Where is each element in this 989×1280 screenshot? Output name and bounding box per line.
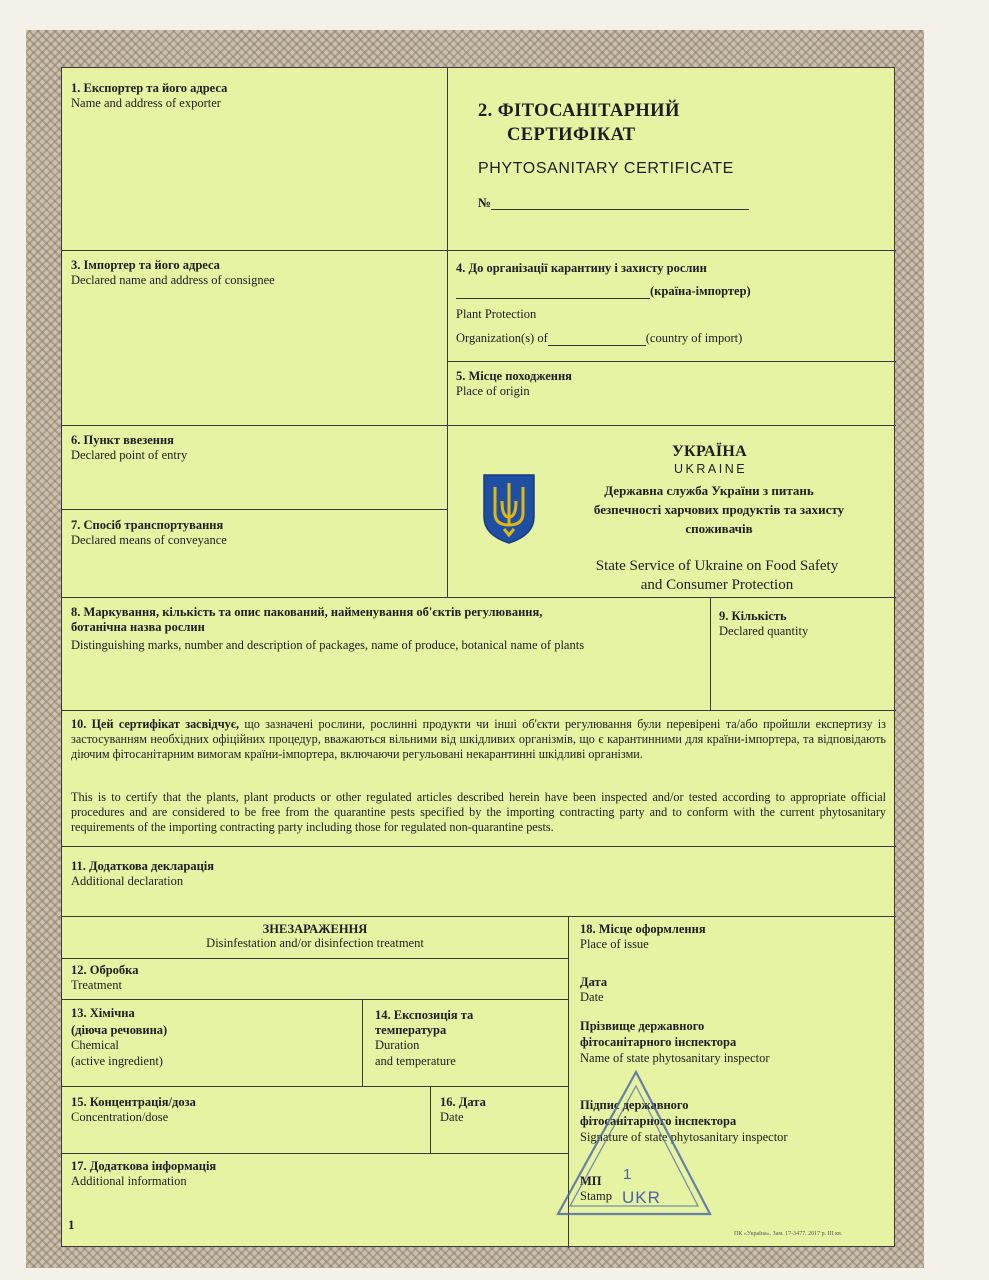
issue-date-label-en: Date [580,990,604,1004]
box18-label-uk: 18. Місце оформлення [580,922,706,936]
box15-label-uk: 15. Концентрація/доза [71,1095,196,1109]
row-divider [62,846,896,847]
box14-label-uk-1: 14. Експозиція та [375,1008,474,1022]
box7-label-en: Declared means of conveyance [71,533,227,547]
column-divider [447,68,448,597]
row-divider [62,250,896,251]
box14-label-uk-2: температура [375,1023,447,1037]
box8-label-uk-2: ботанічна назва рослин [71,620,205,634]
box9-label-en: Declared quantity [719,624,809,638]
box12-label-uk: 12. Обробка [71,963,139,977]
authority-name-uk-3: споживачів [685,521,753,536]
column-divider [362,999,363,1086]
box7-label-uk: 7. Спосіб транспортування [71,518,224,532]
page-number: 1 [68,1217,75,1232]
box3-label-uk: 3. Імпортер та його адреса [71,258,220,272]
box15-label-en: Concentration/dose [71,1110,169,1124]
issue-date-label-uk: Дата [580,975,608,989]
stamp-number: 1 [623,1166,632,1183]
row-divider [62,916,896,917]
box4-country-field[interactable] [456,286,650,299]
box11-label-uk: 11. Додаткова декларація [71,859,215,873]
column-divider [430,1086,431,1153]
box5-label-en: Place of origin [456,384,530,398]
authority-name-en-2: and Consumer Protection [640,577,794,593]
box4-label-en-2: Organization(s) of (country of import) [456,331,743,345]
column-divider [710,597,711,710]
row-divider [62,710,896,711]
box17-label-en: Additional information [71,1174,187,1188]
certificate-title-uk-2: СЕРТИФІКАТ [507,125,636,145]
box14-label-en-2: and temperature [375,1054,456,1068]
box13-label-en-1: Chemical [71,1038,119,1052]
row-divider [62,1153,568,1154]
box4-country-line: (країна-імпортер) [456,284,751,299]
box4-label-en-1: Plant Protection [456,307,537,321]
box18-label-en: Place of issue [580,937,649,951]
authority-country-en: UKRAINE [674,462,748,476]
box4-label-uk: 4. До організації карантину і захисту рослин [456,261,707,275]
box14-label-en-1: Duration [375,1038,420,1052]
box12-label-en: Treatment [71,978,122,992]
certificate-number-field[interactable] [491,197,749,210]
authority-name-uk-2: безпечності харчових продуктів та захисту [593,502,845,517]
stamp-label-en: Stamp [580,1189,612,1203]
authority-name-uk-1: Державна служба України з питань [604,483,814,498]
row-divider [62,597,896,598]
treatment-header-en: Disinfestation and/or disinfection treatment [206,936,424,950]
row-divider [62,958,568,959]
inspector-signature-label-en: Signature of state phytosanitary inspector [580,1130,788,1144]
box13-label-en-2: (active ingredient) [71,1054,163,1068]
box8-label-en: Distinguishing marks, number and description of packages, name of produce, botanical name of plants [71,638,585,652]
stamp-text: UKR [622,1188,661,1207]
box13-label-uk-1: 13. Хімічна [71,1006,135,1020]
certificate-title-uk-1: 2. ФІТОСАНІТАРНИЙ [478,101,680,121]
box1-label-uk: 1. Експортер та його адреса [71,81,228,95]
box4-org-field[interactable] [548,333,646,346]
box13-label-uk-2: (діюча речовина) [71,1023,168,1037]
box10-text-en: This is to certify that the plants, plant products or other regulated articles described herein have been inspected and/or tested according to appropriate official procedures and are considered to be free from the quarantine pests specified by the importing contracting party and to conform with the current phytosanitary requirements of the importing contracting party including those for regulated non-quarantine pests. [71,790,886,835]
print-info: ПК «Україна». Зам. 17-3477. 2017 р. III кв. [734,1231,843,1237]
inspector-name-label-en: Name of state phytosanitary inspector [580,1051,770,1065]
box10-text-uk: 10. Цей сертифікат засвідчує, що зазначені рослини, рослинні продукти чи інші об'єкти регулювання були перевірені та/або пройшли експертизу із застосуванням необхідних офіційних процедур, вважаються вільними від шкідливих організмів, що є карантинними для країни-імпортера, та відповідають діючим фітосанітарним вимогам країни-імпортера, включаючи регульовані некарантинні шкідливі організми. [71,717,887,762]
box16-label-en: Date [440,1110,464,1124]
box16-label-uk: 16. Дата [440,1095,486,1109]
coat-of-arms-icon [480,473,538,545]
box8-label-uk-1: 8. Маркування, кількість та опис пакований, найменування об'єктів регулювання, [71,605,543,619]
box3-label-en: Declared name and address of consignee [71,273,275,287]
inspector-signature-label-uk-2: фітосанітарного інспектора [580,1114,737,1128]
row-divider [62,425,896,426]
box6-label-uk: 6. Пункт ввезення [71,433,174,447]
certificate-form [61,67,895,1247]
treatment-header-uk: ЗНЕЗАРАЖЕННЯ [262,922,368,936]
certificate-number-label: № [478,195,749,210]
inspector-signature-label-uk-1: Підпис державного [580,1098,689,1112]
box9-label-uk: 9. Кількість [719,609,787,623]
row-divider [447,361,896,362]
inspector-name-label-uk-1: Прізвище державного [580,1019,705,1033]
box5-label-uk: 5. Місце походження [456,369,572,383]
box17-label-uk: 17. Додаткова інформація [71,1159,217,1173]
inspector-name-label-uk-2: фітосанітарного інспектора [580,1035,737,1049]
row-divider [62,999,568,1000]
stamp-label-uk: МП [580,1174,602,1188]
box11-label-en: Additional declaration [71,874,184,888]
certificate-title-en: PHYTOSANITARY CERTIFICATE [478,160,734,177]
row-divider [62,509,447,510]
row-divider [62,1086,568,1087]
authority-name-en-1: State Service of Ukraine on Food Safety [595,558,839,574]
box6-label-en: Declared point of entry [71,448,188,462]
authority-country-uk: УКРАЇНА [672,443,747,460]
box1-label-en: Name and address of exporter [71,96,221,110]
